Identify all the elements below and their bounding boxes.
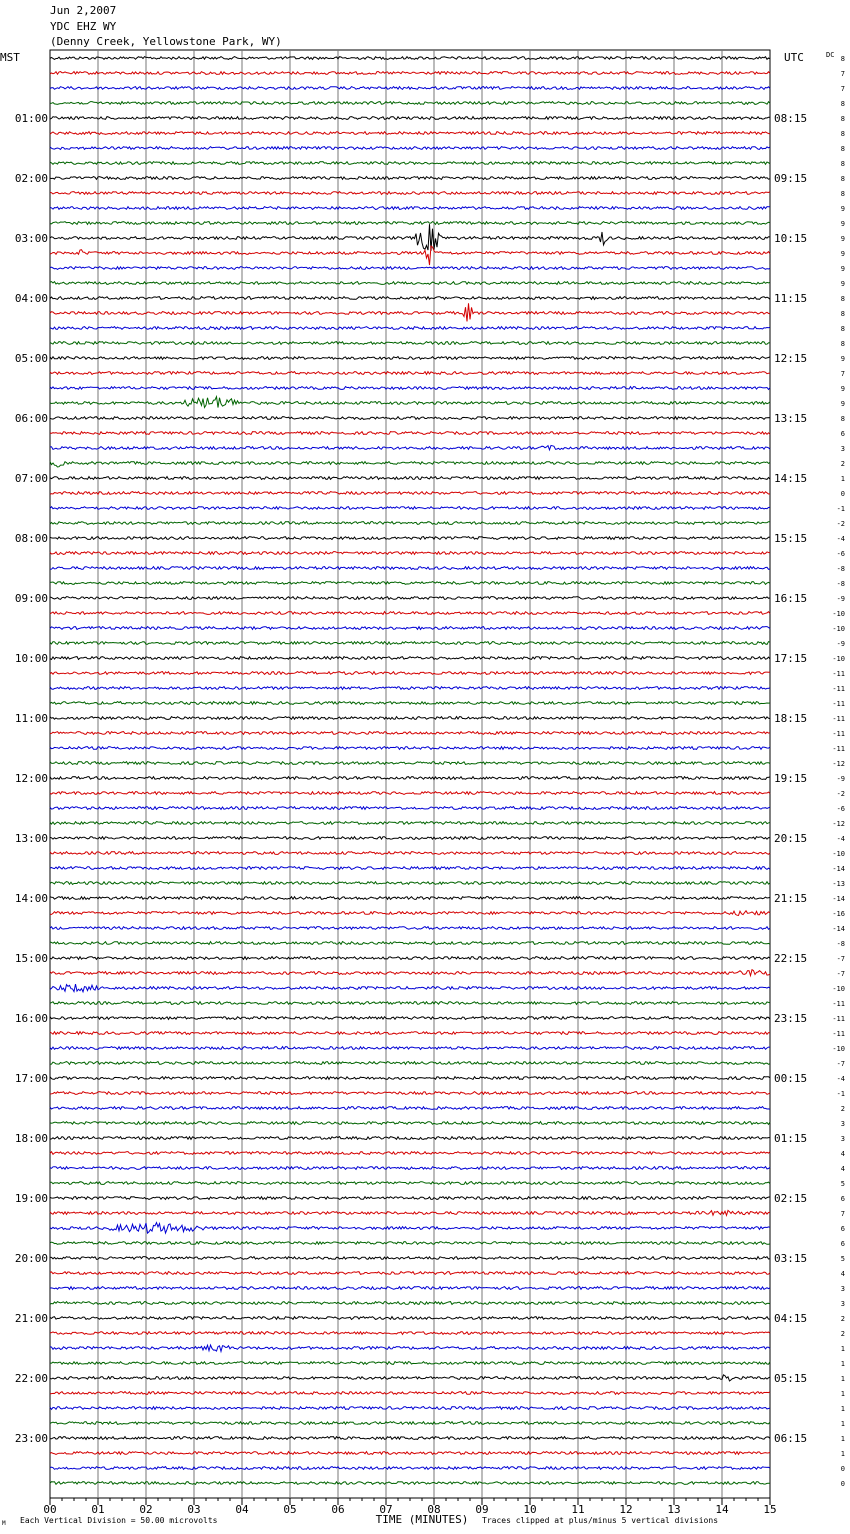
trace-line — [50, 792, 770, 795]
trace-line — [50, 1392, 770, 1395]
dc-offset-label: 8 — [840, 295, 845, 303]
trace-line — [50, 1257, 770, 1260]
x-tick-label: 11 — [571, 1503, 585, 1516]
trace-line — [50, 357, 770, 360]
trace-line — [50, 911, 770, 916]
dc-offset-label: 9 — [840, 220, 845, 228]
dc-offset-label: 0 — [840, 1480, 845, 1488]
trace-line — [50, 1107, 770, 1110]
left-hour-label: 10:00 — [14, 652, 48, 665]
dc-offset-label: -11 — [832, 1030, 845, 1038]
dc-offset-label: -10 — [832, 850, 845, 858]
x-tick-label: 04 — [235, 1503, 249, 1516]
trace-line — [50, 1197, 770, 1200]
dc-offset-label: 6 — [840, 430, 845, 438]
right-hour-label: 12:15 — [774, 352, 808, 365]
right-hour-label: 05:15 — [774, 1372, 808, 1385]
dc-offset-label: 9 — [840, 205, 845, 213]
dc-offset-label: 9 — [840, 280, 845, 288]
dc-offset-label: -1 — [836, 1090, 845, 1098]
trace-line — [50, 492, 770, 495]
x-tick-label: 10 — [523, 1503, 537, 1516]
trace-line — [50, 597, 770, 600]
trace-line — [50, 702, 770, 705]
dc-offset-label: -13 — [832, 880, 845, 888]
left-hour-label: 03:00 — [14, 232, 48, 245]
dc-offset-label: 2 — [840, 1330, 845, 1338]
trace-line — [50, 897, 770, 900]
trace-line — [50, 387, 770, 390]
trace-line — [50, 372, 770, 375]
trace-line — [50, 117, 770, 120]
dc-offset-label: -11 — [832, 1015, 845, 1023]
trace-line — [50, 57, 770, 60]
dc-offset-label: -8 — [836, 940, 845, 948]
trace-line — [50, 282, 770, 285]
trace-line — [50, 1422, 770, 1425]
trace-line — [50, 672, 770, 675]
trace-line — [50, 732, 770, 735]
trace-line — [50, 1122, 770, 1125]
trace-line — [50, 1362, 770, 1365]
dc-offset-label: -1 — [836, 505, 845, 513]
trace-line — [50, 627, 770, 630]
trace-line — [50, 177, 770, 180]
axis-labels — [0, 51, 845, 1527]
dc-offset-label: 1 — [840, 475, 845, 483]
trace-line — [50, 222, 770, 225]
clip-note: Traces clipped at plus/minus 5 vertical divisions — [482, 1516, 719, 1525]
dc-offset-label: 0 — [840, 1465, 845, 1473]
dc-offset-label: 3 — [840, 1120, 845, 1128]
station-location: (Denny Creek, Yellowstone Park, WY) — [50, 35, 282, 48]
trace-line — [50, 1032, 770, 1035]
x-tick-label: 01 — [91, 1503, 105, 1516]
dc-offset-label: -11 — [832, 670, 845, 678]
dc-offset-label: -11 — [832, 730, 845, 738]
trace-line — [50, 970, 770, 976]
dc-offset-label: 6 — [840, 1225, 845, 1233]
dc-offset-label: -14 — [832, 925, 845, 933]
trace-line — [50, 837, 770, 840]
trace-line — [50, 1302, 770, 1305]
left-hour-label: 02:00 — [14, 172, 48, 185]
trace-line — [50, 1407, 770, 1410]
left-hour-label: 08:00 — [14, 532, 48, 545]
dc-offset-label: 9 — [840, 385, 845, 393]
trace-line — [50, 942, 770, 945]
dc-offset-label: -2 — [836, 790, 845, 798]
left-hour-label: 05:00 — [14, 352, 48, 365]
record-date: Jun 2,2007 — [50, 4, 117, 17]
dc-offset-label: -12 — [832, 820, 845, 828]
trace-line — [50, 1242, 770, 1245]
dc-offset-label: -9 — [836, 595, 845, 603]
dc-offset-label: 4 — [840, 1270, 845, 1278]
trace-line — [50, 552, 770, 555]
dc-offset-label: 5 — [840, 1180, 845, 1188]
left-hour-label: 04:00 — [14, 292, 48, 305]
trace-line — [50, 1452, 770, 1455]
dc-offset-label: -12 — [832, 760, 845, 768]
dc-offset-label: 6 — [840, 1240, 845, 1248]
trace-line — [50, 687, 770, 690]
dc-offset-label: 8 — [840, 175, 845, 183]
x-tick-label: 12 — [619, 1503, 633, 1516]
trace-line — [50, 1137, 770, 1140]
dc-offset-label: -9 — [836, 775, 845, 783]
right-hour-label: 14:15 — [774, 472, 808, 485]
trace-line — [50, 717, 770, 720]
right-hour-label: 06:15 — [774, 1432, 808, 1445]
trace-line — [50, 397, 770, 408]
dc-offset-label: 1 — [840, 1420, 845, 1428]
trace-line — [50, 1017, 770, 1020]
left-hour-label: 01:00 — [14, 112, 48, 125]
trace-line — [50, 477, 770, 480]
dc-offset-label: 8 — [840, 340, 845, 348]
trace-line — [50, 327, 770, 330]
dc-offset-label: 9 — [840, 265, 845, 273]
trace-line — [50, 567, 770, 570]
dc-offset-label: 3 — [840, 1135, 845, 1143]
trace-line — [50, 582, 770, 585]
dc-offset-label: 3 — [840, 1285, 845, 1293]
right-hour-label: 17:15 — [774, 652, 808, 665]
dc-offset-label: 4 — [840, 1150, 845, 1158]
trace-line — [50, 246, 770, 265]
dc-offset-label: 1 — [840, 1360, 845, 1368]
dc-offset-label: 8 — [840, 145, 845, 153]
x-tick-label: 14 — [715, 1503, 729, 1516]
trace-line — [50, 762, 770, 765]
dc-offset-label: -4 — [836, 1075, 845, 1083]
trace-line — [50, 747, 770, 750]
trace-line — [50, 777, 770, 780]
trace-line — [50, 1272, 770, 1275]
right-hour-label: 15:15 — [774, 532, 808, 545]
left-hour-label: 16:00 — [14, 1012, 48, 1025]
trace-line — [50, 822, 770, 825]
dc-offset-label: -10 — [832, 625, 845, 633]
dc-offset-label: 1 — [840, 1375, 845, 1383]
left-hour-label: 23:00 — [14, 1432, 48, 1445]
trace-line — [50, 642, 770, 645]
trace-line — [50, 867, 770, 870]
trace-line — [50, 192, 770, 195]
trace-line — [50, 1345, 770, 1351]
trace-line — [50, 1092, 770, 1095]
left-hour-label: 06:00 — [14, 412, 48, 425]
dc-offset-label: 7 — [840, 1210, 845, 1218]
left-hour-label: 21:00 — [14, 1312, 48, 1325]
trace-line — [50, 1437, 770, 1440]
right-hour-label: 22:15 — [774, 952, 808, 965]
dc-offset-label: -11 — [832, 715, 845, 723]
trace-line — [50, 984, 770, 992]
trace-line — [50, 522, 770, 525]
trace-line — [50, 297, 770, 300]
dc-offset-label: -4 — [836, 835, 845, 843]
dc-offset-label: -7 — [836, 955, 845, 963]
dc-offset-label: -10 — [832, 610, 845, 618]
dc-offset-label: -2 — [836, 520, 845, 528]
dc-offset-label: 0 — [840, 490, 845, 498]
dc-offset-label: 1 — [840, 1345, 845, 1353]
left-hour-label: 13:00 — [14, 832, 48, 845]
trace-line — [50, 1210, 770, 1215]
right-hour-label: 09:15 — [774, 172, 808, 185]
trace-line — [50, 1167, 770, 1170]
dc-offset-label: 8 — [840, 190, 845, 198]
trace-line — [50, 1047, 770, 1050]
right-hour-label: 13:15 — [774, 412, 808, 425]
trace-line — [50, 132, 770, 135]
seismic-traces — [50, 57, 770, 1485]
dc-offset-label: 8 — [840, 160, 845, 168]
dc-offset-label: 3 — [840, 445, 845, 453]
x-tick-label: 03 — [187, 1503, 201, 1516]
dc-offset-label: 9 — [840, 355, 845, 363]
x-tick-label: 02 — [139, 1503, 153, 1516]
trace-line — [50, 957, 770, 960]
dc-offset-label: -9 — [836, 640, 845, 648]
x-tick-label: 05 — [283, 1503, 297, 1516]
trace-line — [50, 1002, 770, 1005]
right-axis-label: UTC — [784, 51, 804, 64]
dc-offset-label: 9 — [840, 400, 845, 408]
station-code: YDC EHZ WY — [50, 20, 117, 33]
trace-line — [50, 1332, 770, 1335]
right-hour-label: 02:15 — [774, 1192, 808, 1205]
trace-line — [50, 852, 770, 855]
trace-line — [50, 147, 770, 150]
right-hour-label: 04:15 — [774, 1312, 808, 1325]
x-tick-label: 09 — [475, 1503, 489, 1516]
x-tick-label: 00 — [43, 1503, 57, 1516]
dc-offset-label: 7 — [840, 70, 845, 78]
dc-offset-label: -11 — [832, 685, 845, 693]
dc-offset-label: 2 — [840, 1315, 845, 1323]
trace-line — [50, 267, 770, 270]
trace-line — [50, 1482, 770, 1485]
left-hour-label: 19:00 — [14, 1192, 48, 1205]
trace-line — [50, 1182, 770, 1185]
dc-offset-label: 5 — [840, 1255, 845, 1263]
dc-offset-label: -6 — [836, 805, 845, 813]
dc-offset-label: -11 — [832, 745, 845, 753]
dc-offset-label: -11 — [832, 1000, 845, 1008]
trace-line — [50, 1062, 770, 1065]
dc-offset-label: 1 — [840, 1405, 845, 1413]
left-hour-label: 11:00 — [14, 712, 48, 725]
left-hour-label: 17:00 — [14, 1072, 48, 1085]
dc-label: DC — [826, 51, 835, 59]
trace-line — [50, 462, 770, 468]
dc-offset-label: -8 — [836, 580, 845, 588]
trace-line — [50, 1467, 770, 1470]
trace-line — [50, 224, 770, 251]
dc-offset-label: 2 — [840, 1105, 845, 1113]
trace-line — [50, 102, 770, 105]
left-hour-label: 09:00 — [14, 592, 48, 605]
dc-offset-label: 7 — [840, 370, 845, 378]
right-hour-label: 00:15 — [774, 1072, 808, 1085]
trace-line — [50, 1317, 770, 1320]
dc-offset-label: 8 — [840, 310, 845, 318]
right-hour-label: 23:15 — [774, 1012, 808, 1025]
dc-offset-label: -11 — [832, 700, 845, 708]
trace-line — [50, 1375, 770, 1381]
trace-line — [50, 207, 770, 210]
dc-offset-label: -10 — [832, 1045, 845, 1053]
trace-line — [50, 1077, 770, 1080]
right-hour-label: 01:15 — [774, 1132, 808, 1145]
right-hour-label: 16:15 — [774, 592, 808, 605]
dc-offset-label: 8 — [840, 325, 845, 333]
dc-offset-label: 8 — [840, 100, 845, 108]
left-hour-label: 15:00 — [14, 952, 48, 965]
dc-offset-label: -14 — [832, 865, 845, 873]
trace-line — [50, 303, 770, 321]
trace-line — [50, 537, 770, 540]
dc-offset-label: 8 — [840, 415, 845, 423]
right-hour-label: 21:15 — [774, 892, 808, 905]
dc-offset-label: -6 — [836, 550, 845, 558]
right-hour-label: 20:15 — [774, 832, 808, 845]
dc-offset-label: -10 — [832, 655, 845, 663]
dc-offset-label: 7 — [840, 85, 845, 93]
dc-offset-label: 9 — [840, 250, 845, 258]
trace-line — [50, 1223, 770, 1234]
left-hour-label: 20:00 — [14, 1252, 48, 1265]
trace-line — [50, 432, 770, 435]
dc-offset-label: -14 — [832, 895, 845, 903]
left-hour-label: 22:00 — [14, 1372, 48, 1385]
trace-line — [50, 927, 770, 930]
dc-offset-label: -4 — [836, 535, 845, 543]
trace-line — [50, 1152, 770, 1155]
left-hour-label: 12:00 — [14, 772, 48, 785]
dc-offset-label: 8 — [840, 130, 845, 138]
trace-line — [50, 1287, 770, 1290]
right-hour-label: 10:15 — [774, 232, 808, 245]
trace-line — [50, 446, 770, 450]
left-hour-label: 18:00 — [14, 1132, 48, 1145]
trace-line — [50, 612, 770, 615]
trace-line — [50, 417, 770, 420]
dc-offset-label: 8 — [840, 55, 845, 63]
x-tick-label: 15 — [763, 1503, 777, 1516]
right-hour-label: 11:15 — [774, 292, 808, 305]
x-tick-label: 13 — [667, 1503, 681, 1516]
dc-offset-label: 4 — [840, 1165, 845, 1173]
dc-offset-label: 1 — [840, 1390, 845, 1398]
dc-offset-label: -8 — [836, 565, 845, 573]
left-hour-label: 14:00 — [14, 892, 48, 905]
trace-line — [50, 657, 770, 660]
right-hour-label: 03:15 — [774, 1252, 808, 1265]
trace-line — [50, 807, 770, 810]
corner-mark: M — [2, 1520, 6, 1527]
dc-offset-label: -7 — [836, 1060, 845, 1068]
dc-offset-label: 2 — [840, 460, 845, 468]
x-tick-label: 07 — [379, 1503, 393, 1516]
trace-line — [50, 342, 770, 345]
right-hour-label: 18:15 — [774, 712, 808, 725]
trace-line — [50, 882, 770, 885]
x-tick-label: 06 — [331, 1503, 345, 1516]
dc-offset-label: 6 — [840, 1195, 845, 1203]
right-hour-label: 08:15 — [774, 112, 808, 125]
trace-line — [50, 162, 770, 165]
dc-offset-label: 3 — [840, 1300, 845, 1308]
right-hour-label: 19:15 — [774, 772, 808, 785]
dc-offset-label: 9 — [840, 235, 845, 243]
x-tick-label: 08 — [427, 1503, 441, 1516]
dc-offset-label: -16 — [832, 910, 845, 918]
trace-line — [50, 87, 770, 90]
trace-line — [50, 507, 770, 510]
dc-offset-label: -7 — [836, 970, 845, 978]
dc-offset-label: -10 — [832, 985, 845, 993]
x-axis-title: TIME (MINUTES) — [375, 1513, 469, 1526]
trace-line — [50, 72, 770, 75]
dc-offset-label: 1 — [840, 1450, 845, 1458]
dc-offset-label: 8 — [840, 115, 845, 123]
left-hour-label: 07:00 — [14, 472, 48, 485]
left-axis-label: MST — [0, 51, 20, 64]
scale-note: Each Vertical Division = 50.00 microvolts — [20, 1516, 218, 1525]
dc-offset-label: 1 — [840, 1435, 845, 1443]
